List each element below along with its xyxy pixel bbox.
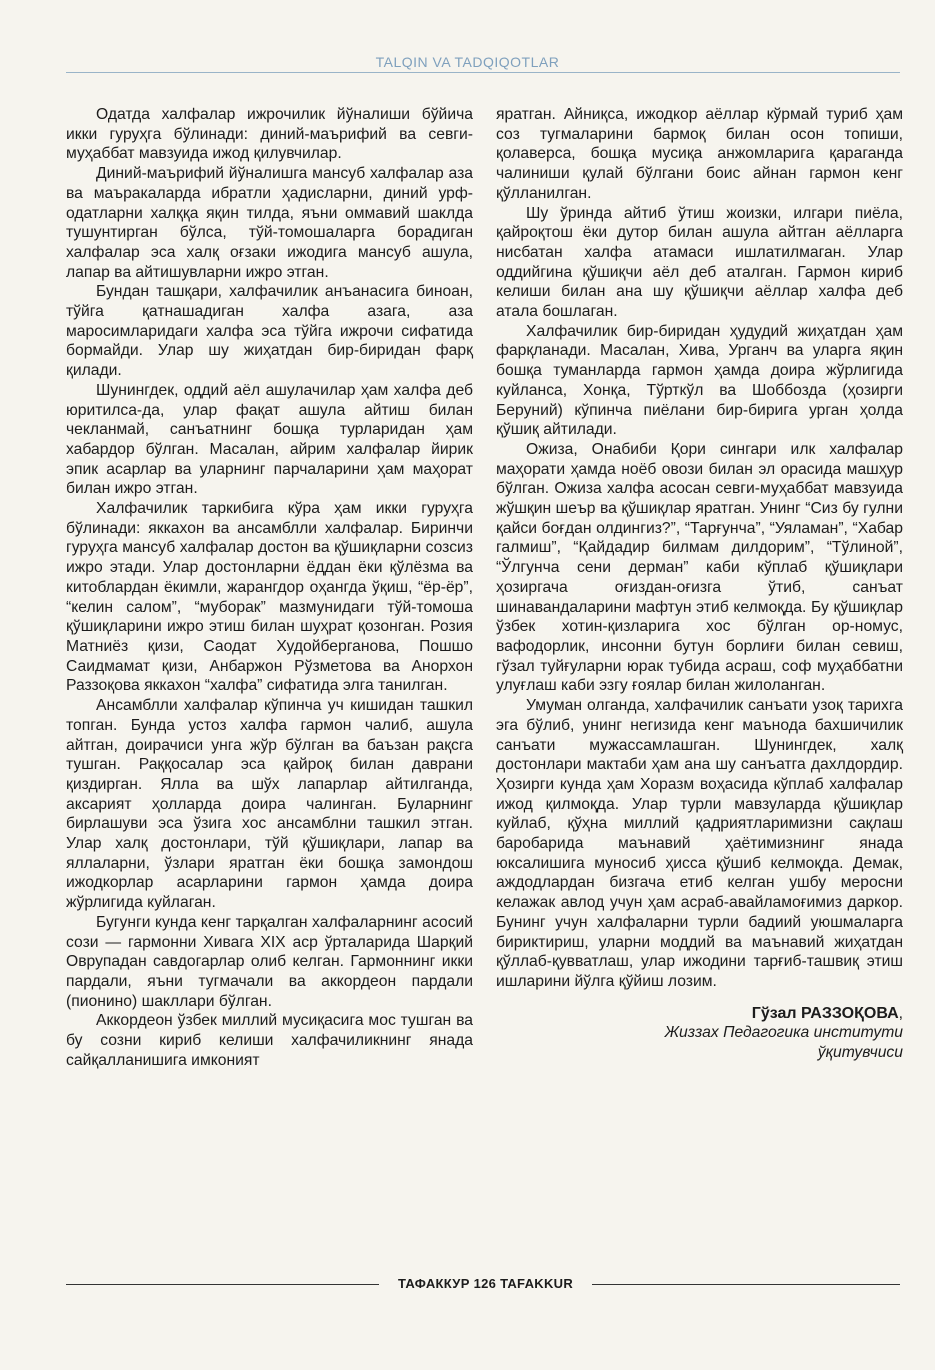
author-signature <box>496 1004 903 1063</box>
author-name: Гўзал РАЗЗОҚОВА <box>751 1004 899 1022</box>
paragraph: Умуман олганда, халфачилик санъати узоқ тарихга эга бўлиб, унинг негизида кенг маънода бахшичилик санъати мужассамлашган. Шунингдек, халқ достонлари мактаби ҳам ана шу санъатга дахлдордир. Ҳозирги кунда ҳам Хоразм воҳасида кўплаб халфалар ижод қилмоқда. Улар турли мавзуларда қўшиқлар куйлаб, қўҳна миллий қадриятларимизни сақлаш баробарида маънавий ҳаётимизнинг янада юксалишига муносиб ҳисса қўшиб келмоқда. Демак, аждодлардан бизгача етиб келган ушбу меросни келажак авлод учун ҳам асраб-авайламоғимиз даркор. Бунинг учун халфаларни турли бадиий уюшмаларга бириктириш, уларни моддий ва маънавий жиҳатдан қўллаб-қувватлаш, улар ижодини тарғиб-ташвиқ этиш ишларини йўлга қўйиш лозим. <box>496 697 903 990</box>
author-name-line <box>496 1004 903 1024</box>
author-affiliation: Жиззах Педагогика институти <box>664 1024 903 1042</box>
paragraph: Одатда халфалар ижрочилик йўналиши бўйича икки гуруҳга бўлинади: диний-маърифий ва севги-муҳаббат мавзуида ижод қилувчилар. <box>66 106 473 163</box>
paragraph: Ансамблли халфалар кўпинча уч кишидан ташкил топган. Бунда устоз халфа гармон чалиб, ашула айтган, доирачиси унга жўр бўлган ва баъзан рақсга тушган. Раққосалар эса қайроқ билан даврани қиздирган. Ялла ва шўх лапарлар айтилганда, аксарият ҳолларда доира чалинган. Буларнинг бирлашуви эса ўзига хос ансамблни ташкил этган. Улар халқ достонлари, тўй қўшиқлари, лапар ва яллаларни, ўзлари яратган ёки бошқа замондош ижодкорлар асарларини гармон ҳамда доира жўрлигида куйлаган. <box>66 697 473 912</box>
paragraph: Диний-маърифий йўналишга мансуб халфалар аза ва маъракаларда ибратли ҳадисларни, диний урф-одатларни халққа яқин тилда, яъни оммавий шаклда тушунтирган бўлса, тўй-томошаларга борадиган халфалар эса халқ оғзаки ижодига мансуб ашула, лапар ва айтишувларни ижро этган. <box>66 165 473 281</box>
paragraph: яратган. Айниқса, ижодкор аёллар кўрмай туриб ҳам соз тугмаларини бармоқ билан осон топиши, қолаверса, бошқа мусиқа анжомларига қараганда чалиниши қулай бўлгани боис айнан гармон кенг қўлланилган. <box>496 106 903 202</box>
right-column-text <box>496 105 903 992</box>
header-rule <box>66 72 900 73</box>
footer-page-label: ТАФАККУР 126 TAFAKKUR <box>397 1276 574 1291</box>
paragraph: Ожиза, Онабиби Қори сингари илк халфалар маҳорати ҳамда ноёб овози билан эл орасида машҳур бўлган. Ожиза халфа асосан севги-муҳаббат мавзуида жўшқин шеър ва қўшиқлар яратган. Унинг “Сиз бу гулни қайси боғдан олдингиз?”, “Тарғунча”, “Уяламан”, “Хабар галмиш”, “Қайдадир билмам дилдорим”, “Тўлиной”, “Ўлгунча сени дерман” каби кўплаб қўшиқлари ҳозиргача оғиздан-оғизга ўтиб, санъат шинавандаларини мафтун этиб келмоқда. Бу қўшиқлар ўзбек хотин-қизларига хос бўлган ор-номус, вафодорлик, инсонни бутун борлиғи билан севиш, гўзал туйғуларни юрак тубида асраш, соф муҳаббатни улуғлаш каби эзгу ғоялар билан жилоланган. <box>496 440 903 695</box>
right-column <box>496 105 903 1063</box>
paragraph: Бугунги кунда кенг тарқалган халфаларнинг асосий сози — гармонни Хивага XIX аср ўрталарида Шарқий Оврупадан савдогарлар олиб келган. Гармоннинг икки пардали, яъни тугмачали ва аккордеон пардали (пионино) шакллари бўлган. <box>66 913 473 1010</box>
paragraph: Аккордеон ўзбек миллий мусиқасига мос тушган ва бу созни кириб келиши халфачиликнинг янада сайқалланишига имконият <box>66 1012 473 1069</box>
paragraph: Халфачилик таркибига кўра ҳам икки гуруҳга бўлинади: яккахон ва ансамблли халфалар. Биринчи гуруҳга мансуб халфалар достон ва қўшиқларни созсиз ижро этади. Улар достонларни ёддан ёки қўлёзма ва китоблардан ёкимли, жарангдор оҳангда ўқиш, “ёр-ёр”, “келин салом”, “муборак” мазмунидаги тўй-томоша қўшиқларини ижро этиш билан шуҳрат қозонган. Розия Матниёз қизи, Саодат Худойберганова, Пошшо Саидмамат қизи, Анбаржон Рўзметова ва Анорхон Раззоқова яккахон “халфа” сифатида элга танилган. <box>66 500 473 695</box>
paragraph: Халфачилик бир-биридан ҳудудий жиҳатдан ҳам фарқланади. Масалан, Хива, Урганч ва уларга яқин бошқа туманларда гармон ҳамда доира жўрлигида куйланса, Хонқа, Тўрткўл ва Шоббозда (ҳозирги Беруний) кўпинча пиёлани бир-бирига урган ҳолда қўшиқ айтилади. <box>496 322 903 439</box>
footer-rule-left <box>66 1284 379 1285</box>
left-column <box>66 105 473 1070</box>
running-header: TALQIN VA TADQIQOTLAR <box>375 54 560 70</box>
paragraph: Шунингдек, оддий аёл ашулачилар ҳам халфа деб юритилса-да, улар фақат ашула айтиш билан чекланмай, санъатнинг бошқа турларидан ҳам хабардор бўлган. Масалан, айрим халфалар йирик эпик асарлар ва уларнинг парчаларини ҳам маҳорат билан ижро этган. <box>66 381 473 498</box>
paragraph: Шу ўринда айтиб ўтиш жоизки, илгари пиёла, қайроқтош ёки дутор билан ашула айтган аёлларга нисбатан халфа атамаси ишлатилмаган. Улар оддийгина қўшиқчи аёл деб аталган. Гармон кириб келиши билан ана шу қўшиқчи аёллар халфа деб атала бошлаган. <box>496 204 903 321</box>
author-position: ўқитувчиси <box>817 1044 903 1062</box>
author-name-suffix: , <box>898 1004 903 1022</box>
page-footer <box>66 1274 900 1294</box>
footer-rule-right <box>592 1284 900 1285</box>
paragraph: Бундан ташқари, халфачилик анъанасига биноан, тўйга қатнашадиган халфа азага, аза маросимларидаги халфа эса тўйга ижрочи сифатида бормайди. Улар шу жиҳатдан бир-биридан фарқ қилади. <box>66 283 473 380</box>
